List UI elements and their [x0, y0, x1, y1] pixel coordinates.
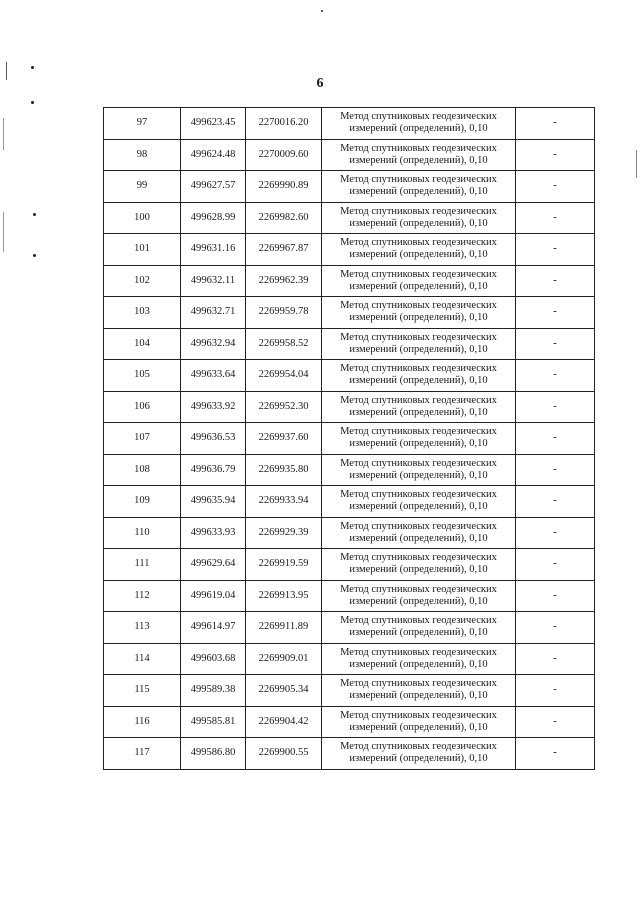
point-number-cell: 115	[104, 675, 181, 707]
description-cell: -	[516, 486, 595, 518]
description-cell: -	[516, 328, 595, 360]
y-coordinate-cell: 2269962.39	[246, 265, 322, 297]
y-coordinate-cell: 2269904.42	[246, 706, 322, 738]
y-coordinate-cell: 2269913.95	[246, 580, 322, 612]
method-line-2: измерений (определений), 0,10	[349, 627, 488, 639]
method-cell	[322, 517, 516, 549]
description-cell: -	[516, 108, 595, 140]
method-line-2: измерений (определений), 0,10	[349, 753, 488, 765]
method-line-2: измерений (определений), 0,10	[349, 469, 488, 481]
method-line-2: измерений (определений), 0,10	[349, 217, 488, 229]
method-cell	[322, 738, 516, 770]
description-cell: -	[516, 234, 595, 266]
description-cell: -	[516, 517, 595, 549]
method-line-2: измерений (определений), 0,10	[349, 186, 488, 198]
coordinates-table	[103, 107, 595, 770]
y-coordinate-cell: 2269935.80	[246, 454, 322, 486]
point-number-cell: 114	[104, 643, 181, 675]
table-row	[104, 234, 595, 266]
table-row	[104, 643, 595, 675]
table-row	[104, 454, 595, 486]
x-coordinate-cell: 499619.04	[181, 580, 246, 612]
point-number-cell: 108	[104, 454, 181, 486]
method-line-1: Метод спутниковых геодезических	[340, 646, 497, 658]
description-cell: -	[516, 612, 595, 644]
y-coordinate-cell: 2269909.01	[246, 643, 322, 675]
method-line-2: измерений (определений), 0,10	[349, 154, 488, 166]
method-cell	[322, 108, 516, 140]
method-line-1: Метод спутниковых геодезических	[340, 583, 497, 595]
description-cell: -	[516, 171, 595, 203]
point-number-cell: 110	[104, 517, 181, 549]
x-coordinate-cell: 499631.16	[181, 234, 246, 266]
method-line-1: Метод спутниковых геодезических	[340, 237, 497, 249]
method-cell	[322, 139, 516, 171]
method-line-1: Метод спутниковых геодезических	[340, 520, 497, 532]
point-number-cell: 117	[104, 738, 181, 770]
method-line-2: измерений (определений), 0,10	[349, 123, 488, 135]
method-line-1: Метод спутниковых геодезических	[340, 457, 497, 469]
method-cell	[322, 580, 516, 612]
description-cell: -	[516, 643, 595, 675]
y-coordinate-cell: 2269990.89	[246, 171, 322, 203]
table-row	[104, 549, 595, 581]
method-line-1: Метод спутниковых геодезических	[340, 709, 497, 721]
table-row	[104, 706, 595, 738]
method-line-2: измерений (определений), 0,10	[349, 343, 488, 355]
method-line-1: Метод спутниковых геодезических	[340, 678, 497, 690]
method-cell	[322, 643, 516, 675]
point-number-cell: 103	[104, 297, 181, 329]
x-coordinate-cell: 499632.71	[181, 297, 246, 329]
scan-dot	[31, 101, 34, 104]
method-line-2: измерений (определений), 0,10	[349, 595, 488, 607]
y-coordinate-cell: 2269905.34	[246, 675, 322, 707]
scan-dot	[33, 213, 36, 216]
point-number-cell: 99	[104, 171, 181, 203]
method-cell	[322, 360, 516, 392]
method-cell	[322, 234, 516, 266]
table-row	[104, 265, 595, 297]
method-line-1: Метод спутниковых геодезических	[340, 142, 497, 154]
point-number-cell: 102	[104, 265, 181, 297]
method-line-2: измерений (определений), 0,10	[349, 438, 488, 450]
y-coordinate-cell: 2269967.87	[246, 234, 322, 266]
method-line-2: измерений (определений), 0,10	[349, 564, 488, 576]
description-cell: -	[516, 139, 595, 171]
description-cell: -	[516, 297, 595, 329]
y-coordinate-cell: 2269933.94	[246, 486, 322, 518]
method-line-2: измерений (определений), 0,10	[349, 721, 488, 733]
point-number-cell: 100	[104, 202, 181, 234]
description-cell: -	[516, 706, 595, 738]
method-cell	[322, 612, 516, 644]
x-coordinate-cell: 499636.79	[181, 454, 246, 486]
y-coordinate-cell: 2269919.59	[246, 549, 322, 581]
table-row	[104, 580, 595, 612]
x-coordinate-cell: 499589.38	[181, 675, 246, 707]
table-row	[104, 486, 595, 518]
description-cell: -	[516, 454, 595, 486]
table-row	[104, 423, 595, 455]
point-number-cell: 97	[104, 108, 181, 140]
x-coordinate-cell: 499585.81	[181, 706, 246, 738]
method-line-1: Метод спутниковых геодезических	[340, 174, 497, 186]
method-cell	[322, 391, 516, 423]
point-number-cell: 111	[104, 549, 181, 581]
method-cell	[322, 675, 516, 707]
description-cell: -	[516, 391, 595, 423]
scan-mark-right	[636, 150, 637, 178]
x-coordinate-cell: 499636.53	[181, 423, 246, 455]
method-line-2: измерений (определений), 0,10	[349, 249, 488, 261]
method-line-2: измерений (определений), 0,10	[349, 375, 488, 387]
point-number-cell: 98	[104, 139, 181, 171]
method-cell	[322, 265, 516, 297]
method-cell	[322, 454, 516, 486]
method-cell	[322, 706, 516, 738]
method-line-1: Метод спутниковых геодезических	[340, 205, 497, 217]
point-number-cell: 113	[104, 612, 181, 644]
method-line-1: Метод спутниковых геодезических	[340, 363, 497, 375]
table-row	[104, 297, 595, 329]
method-line-1: Метод спутниковых геодезических	[340, 615, 497, 627]
scan-mark-left	[6, 62, 7, 80]
x-coordinate-cell: 499635.94	[181, 486, 246, 518]
y-coordinate-cell: 2270009.60	[246, 139, 322, 171]
method-line-1: Метод спутниковых геодезических	[340, 489, 497, 501]
y-coordinate-cell: 2269937.60	[246, 423, 322, 455]
scan-dot	[31, 66, 34, 69]
point-number-cell: 107	[104, 423, 181, 455]
y-coordinate-cell: 2269911.89	[246, 612, 322, 644]
x-coordinate-cell: 499586.80	[181, 738, 246, 770]
x-coordinate-cell: 499632.94	[181, 328, 246, 360]
method-cell	[322, 486, 516, 518]
x-coordinate-cell: 499614.97	[181, 612, 246, 644]
method-line-1: Метод спутниковых геодезических	[340, 268, 497, 280]
x-coordinate-cell: 499633.93	[181, 517, 246, 549]
table-row	[104, 202, 595, 234]
x-coordinate-cell: 499629.64	[181, 549, 246, 581]
method-cell	[322, 549, 516, 581]
method-line-1: Метод спутниковых геодезических	[340, 331, 497, 343]
point-number-cell: 116	[104, 706, 181, 738]
description-cell: -	[516, 549, 595, 581]
y-coordinate-cell: 2269958.52	[246, 328, 322, 360]
table-row	[104, 139, 595, 171]
description-cell: -	[516, 202, 595, 234]
description-cell: -	[516, 580, 595, 612]
method-cell	[322, 297, 516, 329]
x-coordinate-cell: 499624.48	[181, 139, 246, 171]
x-coordinate-cell: 499632.11	[181, 265, 246, 297]
table-row	[104, 360, 595, 392]
method-cell	[322, 328, 516, 360]
x-coordinate-cell: 499633.92	[181, 391, 246, 423]
y-coordinate-cell: 2269952.30	[246, 391, 322, 423]
x-coordinate-cell: 499603.68	[181, 643, 246, 675]
table-row	[104, 171, 595, 203]
method-line-1: Метод спутниковых геодезических	[340, 111, 497, 123]
method-line-2: измерений (определений), 0,10	[349, 406, 488, 418]
point-number-cell: 109	[104, 486, 181, 518]
method-line-1: Метод спутниковых геодезических	[340, 552, 497, 564]
scan-mark-left	[3, 118, 4, 150]
method-line-1: Метод спутниковых геодезических	[340, 741, 497, 753]
y-coordinate-cell: 2269929.39	[246, 517, 322, 549]
method-cell	[322, 423, 516, 455]
description-cell: -	[516, 675, 595, 707]
method-line-1: Метод спутниковых геодезических	[340, 394, 497, 406]
method-line-2: измерений (определений), 0,10	[349, 280, 488, 292]
x-coordinate-cell: 499623.45	[181, 108, 246, 140]
method-line-2: измерений (определений), 0,10	[349, 501, 488, 513]
table-row	[104, 328, 595, 360]
point-number-cell: 106	[104, 391, 181, 423]
table-row	[104, 391, 595, 423]
method-line-2: измерений (определений), 0,10	[349, 312, 488, 324]
table-row	[104, 517, 595, 549]
description-cell: -	[516, 360, 595, 392]
method-cell	[322, 171, 516, 203]
point-number-cell: 104	[104, 328, 181, 360]
x-coordinate-cell: 499633.64	[181, 360, 246, 392]
description-cell: -	[516, 265, 595, 297]
y-coordinate-cell: 2270016.20	[246, 108, 322, 140]
page-number: 6	[316, 76, 324, 91]
method-cell	[322, 202, 516, 234]
point-number-cell: 105	[104, 360, 181, 392]
method-line-1: Метод спутниковых геодезических	[340, 426, 497, 438]
method-line-2: измерений (определений), 0,10	[349, 690, 488, 702]
y-coordinate-cell: 2269900.55	[246, 738, 322, 770]
scan-dot	[33, 254, 36, 257]
table-row	[104, 108, 595, 140]
coordinates-table-body	[104, 108, 595, 770]
y-coordinate-cell: 2269959.78	[246, 297, 322, 329]
y-coordinate-cell: 2269982.60	[246, 202, 322, 234]
y-coordinate-cell: 2269954.04	[246, 360, 322, 392]
description-cell: -	[516, 423, 595, 455]
description-cell: -	[516, 738, 595, 770]
method-line-1: Метод спутниковых геодезических	[340, 300, 497, 312]
scan-dot	[321, 10, 323, 12]
point-number-cell: 101	[104, 234, 181, 266]
method-line-2: измерений (определений), 0,10	[349, 658, 488, 670]
point-number-cell: 112	[104, 580, 181, 612]
table-row	[104, 738, 595, 770]
method-line-2: измерений (определений), 0,10	[349, 532, 488, 544]
table-row	[104, 675, 595, 707]
x-coordinate-cell: 499627.57	[181, 171, 246, 203]
scan-mark-left	[3, 212, 4, 252]
table-row	[104, 612, 595, 644]
x-coordinate-cell: 499628.99	[181, 202, 246, 234]
